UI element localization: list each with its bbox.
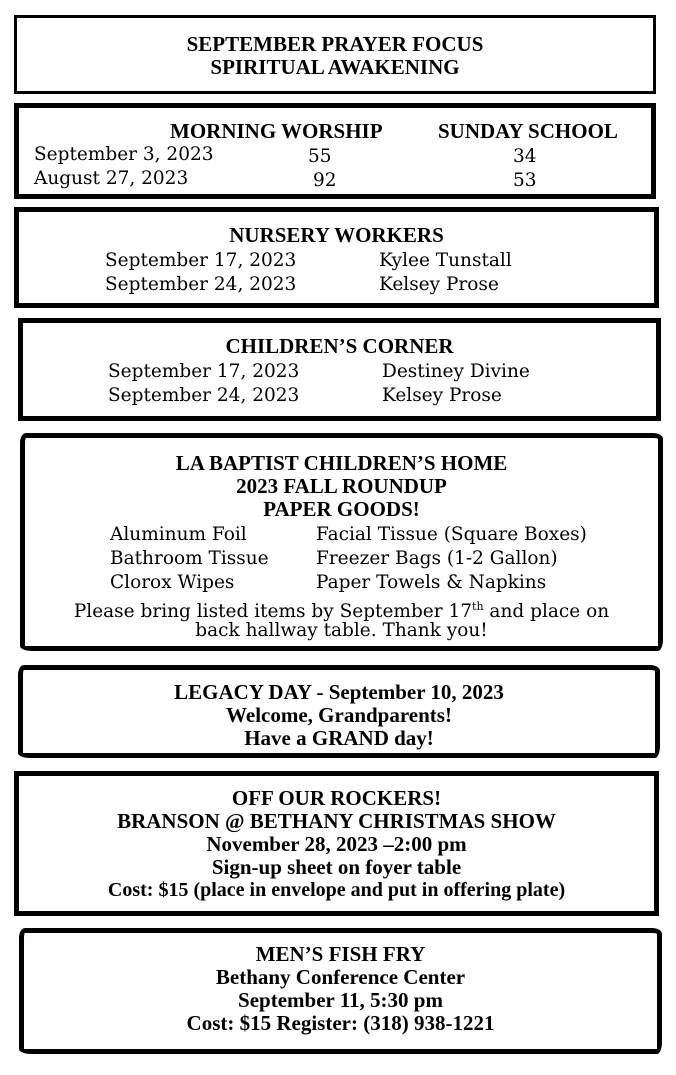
- childrens-home-title: LA BAPTIST CHILDREN’S HOME: [175, 451, 508, 475]
- rockers-cost: Cost: $15 (place in envelope and put in offering plate): [107, 879, 566, 901]
- nursery-row-date: September 24, 2023: [105, 274, 297, 295]
- nursery-row-name: Kelsey Prose: [379, 274, 499, 295]
- rockers-datetime: November 28, 2023 –2:00 pm: [206, 832, 467, 856]
- nursery-row-date: September 17, 2023: [105, 250, 297, 271]
- nursery-workers-box: [14, 207, 659, 308]
- drop-off-note-text-end: and place on: [483, 601, 610, 623]
- ordinal-suffix: th: [472, 600, 484, 613]
- prayer-focus-title: SEPTEMBER PRAYER FOCUS: [186, 32, 484, 56]
- attendance-row-worship: 92: [313, 170, 337, 191]
- children-row-date: September 17, 2023: [108, 361, 300, 382]
- paper-goods-title: PAPER GOODS!: [263, 497, 420, 521]
- prayer-focus-box: [14, 15, 656, 94]
- supply-item: Facial Tissue (Square Boxes): [316, 524, 587, 545]
- supply-item: Bathroom Tissue: [110, 548, 269, 569]
- attendance-row-school: 34: [513, 146, 537, 167]
- legacy-day-welcome: Welcome, Grandparents!: [226, 703, 452, 727]
- childrens-corner-title: CHILDREN’S CORNER: [225, 334, 454, 358]
- fish-fry-title: MEN’S FISH FRY: [255, 942, 426, 966]
- fall-roundup-title: 2023 FALL ROUNDUP: [236, 474, 447, 498]
- childrens-corner-box: [18, 318, 661, 421]
- attendance-row-worship: 55: [308, 146, 332, 167]
- legacy-day-tagline: Have a GRAND day!: [244, 726, 434, 750]
- morning-worship-header: MORNING WORSHIP: [170, 119, 383, 143]
- rockers-title: OFF OUR ROCKERS!: [231, 786, 442, 810]
- childrens-home-box: [20, 433, 663, 651]
- fish-fry-cost: Cost: $15 Register: (318) 938-1221: [186, 1011, 495, 1035]
- supply-item: Paper Towels & Napkins: [316, 572, 547, 593]
- legacy-day-title: LEGACY DAY - September 10, 2023: [174, 680, 504, 704]
- off-our-rockers-box: [14, 771, 659, 916]
- children-row-name: Destiney Divine: [382, 361, 530, 382]
- drop-off-note-text: Please bring listed items by September 17: [73, 601, 473, 623]
- nursery-row-name: Kylee Tunstall: [379, 250, 512, 271]
- nursery-workers-title: NURSERY WORKERS: [229, 223, 444, 247]
- fish-fry-box: [19, 928, 662, 1054]
- children-row-date: September 24, 2023: [108, 385, 300, 406]
- children-row-name: Kelsey Prose: [382, 385, 502, 406]
- drop-off-note-line2: back hallway table. Thank you!: [195, 620, 488, 641]
- attendance-row-date: August 27, 2023: [34, 168, 189, 189]
- supply-item: Clorox Wipes: [110, 572, 235, 593]
- sunday-school-header: SUNDAY SCHOOL: [438, 119, 618, 143]
- rockers-signup: Sign-up sheet on foyer table: [211, 855, 462, 879]
- attendance-box: [14, 103, 656, 199]
- supply-item: Aluminum Foil: [110, 524, 247, 545]
- attendance-row-date: September 3, 2023: [34, 144, 214, 165]
- supply-item: Freezer Bags (1-2 Gallon): [316, 548, 558, 569]
- attendance-row-school: 53: [513, 170, 537, 191]
- prayer-focus-subtitle: SPIRITUAL AWAKENING: [210, 55, 460, 79]
- fish-fry-location: Bethany Conference Center: [215, 965, 466, 989]
- legacy-day-box: [18, 665, 660, 758]
- fish-fry-datetime: September 11, 5:30 pm: [238, 988, 443, 1012]
- rockers-event: BRANSON @ BETHANY CHRISTMAS SHOW: [117, 809, 556, 833]
